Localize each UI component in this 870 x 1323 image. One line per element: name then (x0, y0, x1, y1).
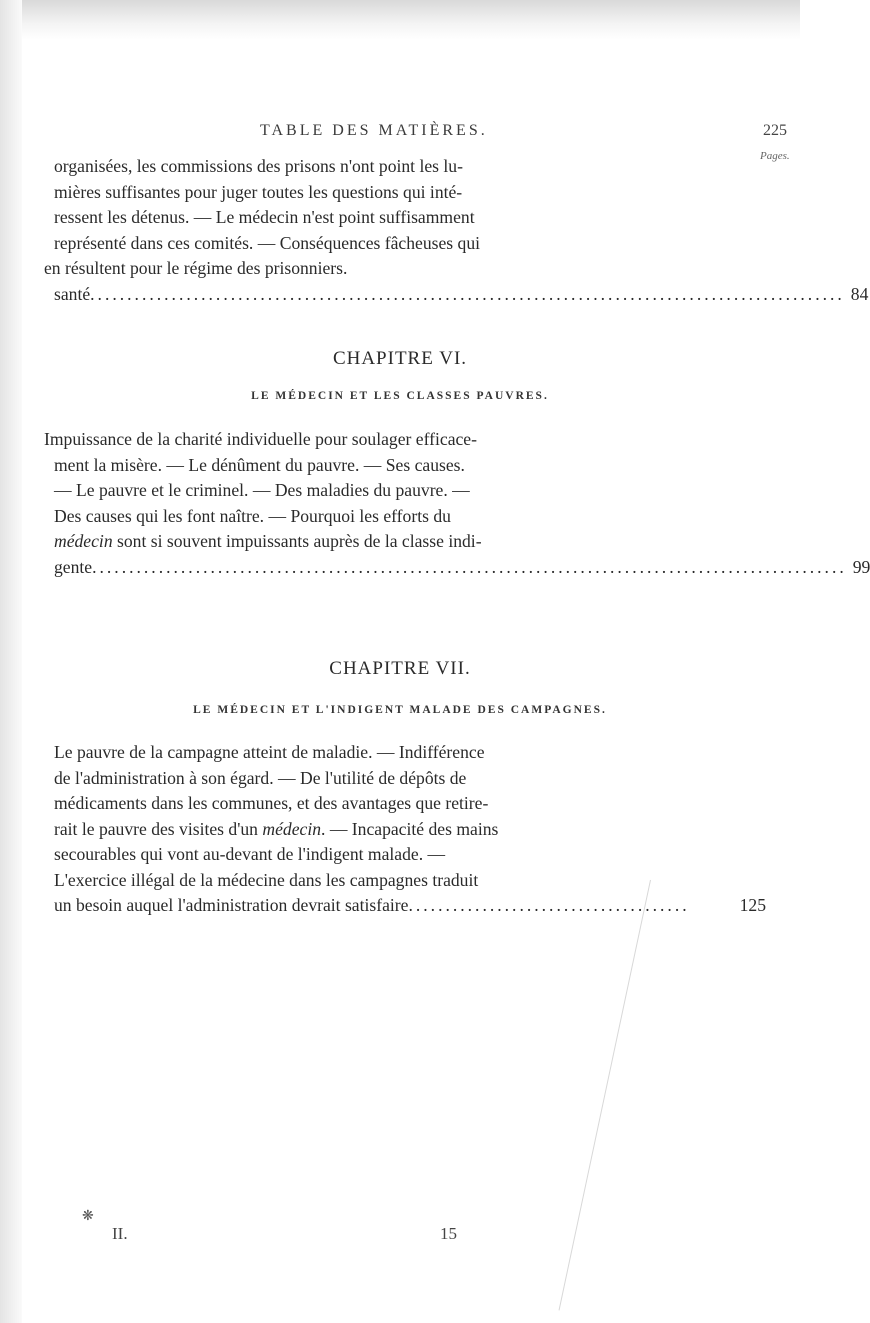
toc-entry (54, 740, 766, 919)
leader-dots: ...................................................................................................... (92, 556, 847, 577)
entry-last-line (54, 555, 870, 581)
entry-line (54, 529, 766, 555)
entry-line: secourables qui vont au-devant de l'indigent malade. — (54, 844, 446, 864)
entry-line: Le pauvre de la campagne atteint de maladie. — Indifférence (54, 742, 485, 762)
toc-entry (44, 427, 870, 580)
entry-line: gente (54, 556, 93, 577)
entry-page-number: 99 (852, 556, 870, 577)
pages-column-label: Pages. (760, 150, 790, 162)
entry-last-line (54, 282, 869, 308)
signature-number: 15 (440, 1224, 457, 1243)
entry-line: santé (54, 283, 91, 304)
entry-line: L'exercice illégal de la médecine dans les campagnes traduit (54, 869, 479, 890)
entry-line: organisées, les commissions des prisons n'ont point les lu- (54, 156, 463, 176)
chapter-heading: CHAPITRE VI. (332, 348, 468, 369)
running-head (0, 122, 800, 146)
entry-line: ressent les détenus. — Le médecin n'est point suffisamment (54, 207, 475, 227)
entry-text: sont si souvent impuissants auprès de la classe indi- (112, 531, 482, 551)
entry-line: mières suffisantes pour juger toutes les questions qui inté- (54, 181, 463, 202)
entry-page-number: 84 (850, 283, 869, 304)
entry-last-line (54, 893, 766, 919)
leader-dots: ...................................... (408, 895, 690, 915)
chapter-subtitle: LE MÉDECIN ET L'INDIGENT MALADE DES CAMPAGNES. (193, 704, 607, 716)
ink-mark: ❋ (82, 1209, 94, 1224)
page-number: 225 (763, 122, 787, 139)
entry-line: — Le pauvre et le criminel. — Des maladies du pauvre. — (54, 480, 470, 500)
entry-line: ment la misère. — Le dénûment du pauvre. — Ses causes. (54, 454, 465, 475)
entry-line: de l'administration à son égard. — De l'utilité de dépôts de (54, 767, 467, 788)
top-edge-shadow (0, 0, 800, 40)
entry-italic: médecin (262, 818, 322, 839)
leader-dots: ...................................................................................................... (90, 283, 845, 304)
entry-text: Des causes qui les font naître. — Pourquoi les efforts du (54, 505, 451, 526)
entry-page-number: 125 (739, 895, 766, 915)
entry-line: médicaments dans les communes, et des avantages que retire- (54, 793, 489, 813)
entry-italic: médecin (54, 531, 113, 551)
volume-number: II. (112, 1224, 128, 1243)
running-title: TABLE DES MATIÈRES. (260, 122, 488, 139)
entry-text: . — Incapacité des mains (321, 818, 499, 839)
entry-line: un besoin auquel l'administration devrait satisfaire (54, 895, 409, 915)
entry-text: rait le pauvre des visites d'un (54, 818, 263, 839)
chapter-subtitle: LE MÉDECIN ET LES CLASSES PAUVRES. (251, 390, 549, 402)
chapter-heading: CHAPITRE VII. (329, 658, 471, 679)
entry-line (54, 817, 766, 843)
entry-line: Impuissance de la charité individuelle pour soulager efficace- (44, 429, 477, 449)
entry-line (54, 504, 766, 530)
entry-line: représenté dans ces comités. — Conséquences fâcheuses qui (54, 232, 481, 253)
entry-line: en résultent pour le régime des prisonniers. (44, 258, 348, 278)
page-crease (559, 880, 651, 1311)
